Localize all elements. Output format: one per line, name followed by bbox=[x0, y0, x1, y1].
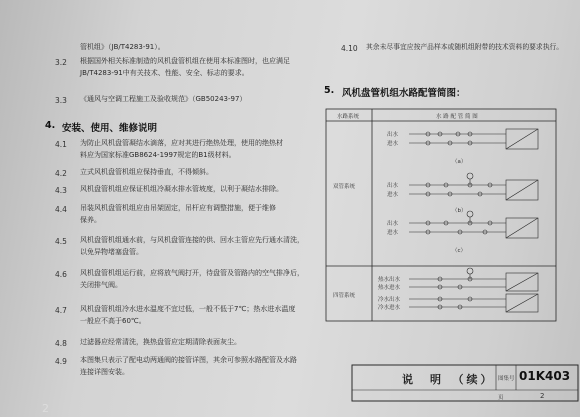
item-number: 4.5 bbox=[55, 237, 67, 246]
title-block-title: 说 明 （续） bbox=[402, 373, 495, 386]
item-line: 料应为国家标准GB8624-1997规定的B1级材料。 bbox=[80, 151, 236, 159]
item-number: 4.6 bbox=[55, 270, 67, 279]
pipe-label: 出水 bbox=[387, 221, 399, 227]
pipe-label: 进水 bbox=[387, 192, 399, 198]
caption-c: （c） bbox=[452, 248, 467, 254]
table-header-system: 水路系统 bbox=[337, 114, 360, 120]
group-label-two-pipe: 双管系统 bbox=[333, 184, 356, 190]
pipe-label: 出水 bbox=[387, 132, 399, 138]
item-line: 风机盘管机组运行前，应将放气阀打开，待盘管及管路内的空气排净后， bbox=[80, 269, 304, 277]
item-number: 4.9 bbox=[55, 357, 67, 366]
item-number: 4.7 bbox=[55, 306, 67, 315]
pipe-label: 热水进水 bbox=[378, 285, 401, 291]
item-number: 4.1 bbox=[55, 140, 67, 149]
item-line: 以免异物堵塞盘管。 bbox=[80, 248, 143, 256]
caption-b: （b） bbox=[452, 208, 467, 214]
piping-schematic-b bbox=[409, 173, 538, 200]
section-4-title: 安装、使用、维修说明 bbox=[62, 123, 158, 134]
pipe-label: 热水出水 bbox=[378, 277, 401, 283]
item-3-2-number: 3.2 bbox=[55, 58, 67, 67]
pipe-label: 冷水出水 bbox=[378, 297, 401, 303]
item-number: 4.8 bbox=[55, 339, 67, 348]
item-3-2-line-1: 根据国外相关标准制造的风机盘管机组在使用本标准图时，也应满足 bbox=[80, 57, 290, 65]
pipe-label: 出水 bbox=[387, 183, 399, 189]
atlas-number-label: 图集号 bbox=[498, 376, 515, 382]
item-line: 为防止风机盘管凝结水滴落，应对其进行绝热处理，使用的绝热材 bbox=[80, 139, 283, 147]
pipe-label: 冷水进水 bbox=[378, 305, 401, 311]
item-line: 立式风机盘管机组应保持垂直，不得倾斜。 bbox=[80, 168, 213, 176]
table-header-diagram: 水 路 配 管 简 图 bbox=[436, 114, 478, 120]
item-3-2-line-2: JB/T4283-91中有关技术、性能、安全、标志的要求。 bbox=[80, 69, 249, 77]
item-line: 关闭排气阀。 bbox=[80, 281, 122, 289]
piping-schematic-c bbox=[409, 211, 538, 238]
piping-schematic-a bbox=[409, 129, 538, 149]
item-line: 风机盘管机组应保证机组冷凝水排水管坡度，以利于凝结水排除。 bbox=[80, 185, 283, 193]
item-number: 4.4 bbox=[55, 205, 67, 214]
section-5-title: 风机盘管机组水路配管简图： bbox=[342, 88, 466, 99]
item-4-10-line: 其余未尽事宜应按产品样本或随机组附带的技术资料的要求执行。 bbox=[366, 43, 564, 51]
page-number: 2 bbox=[42, 402, 49, 415]
item-3-3-number: 3.3 bbox=[55, 96, 67, 105]
section-5-number: 5. bbox=[324, 85, 335, 96]
item-line: 风机盘管机组通水前，与风机盘管连接的供、回水主管应先行通水清洗， bbox=[80, 236, 304, 244]
item-3-3-line-1: 《通风与空调工程施工及验收规范》（GB50243-97） bbox=[80, 95, 247, 103]
piping-schematic-four-pipe bbox=[409, 268, 538, 312]
table-border bbox=[326, 109, 556, 321]
section-4-number: 4. bbox=[45, 120, 56, 131]
item-line: 连接详图安装。 bbox=[80, 368, 129, 376]
group-label-four-pipe: 四管系统 bbox=[333, 293, 356, 299]
pipe-label: 进水 bbox=[387, 230, 399, 236]
item-line: 风机盘管机组冷水进水温度不宜过低，一般不低于7℃；热水进水温度 bbox=[80, 305, 296, 313]
caption-a: （a） bbox=[452, 159, 467, 165]
page-number-cell: 2 bbox=[540, 392, 545, 400]
item-line: 过滤器应经常清洗，换热盘管应定期清除表面灰尘。 bbox=[80, 338, 241, 346]
item-line: 吊装风机盘管机组应由吊架固定，吊杆应有调整措施，便于维修 bbox=[80, 204, 276, 212]
item-line: 一般应不高于60℃。 bbox=[80, 317, 146, 325]
item-number: 4.3 bbox=[55, 186, 67, 195]
item-4-10-number: 4.10 bbox=[341, 44, 358, 53]
page-label: 页 bbox=[498, 395, 504, 401]
item-number: 4.2 bbox=[55, 169, 67, 178]
pipe-label: 进水 bbox=[387, 141, 399, 147]
item-line: 保养。 bbox=[80, 216, 101, 224]
item-line: 本图集只表示了配电动两通阀的接管详图，其余可参照水路配管及水路 bbox=[80, 356, 297, 364]
drawing-number: 01K403 bbox=[519, 369, 571, 383]
item-3-1-continuation: 管机组》（JB/T4283-91）。 bbox=[80, 43, 165, 51]
